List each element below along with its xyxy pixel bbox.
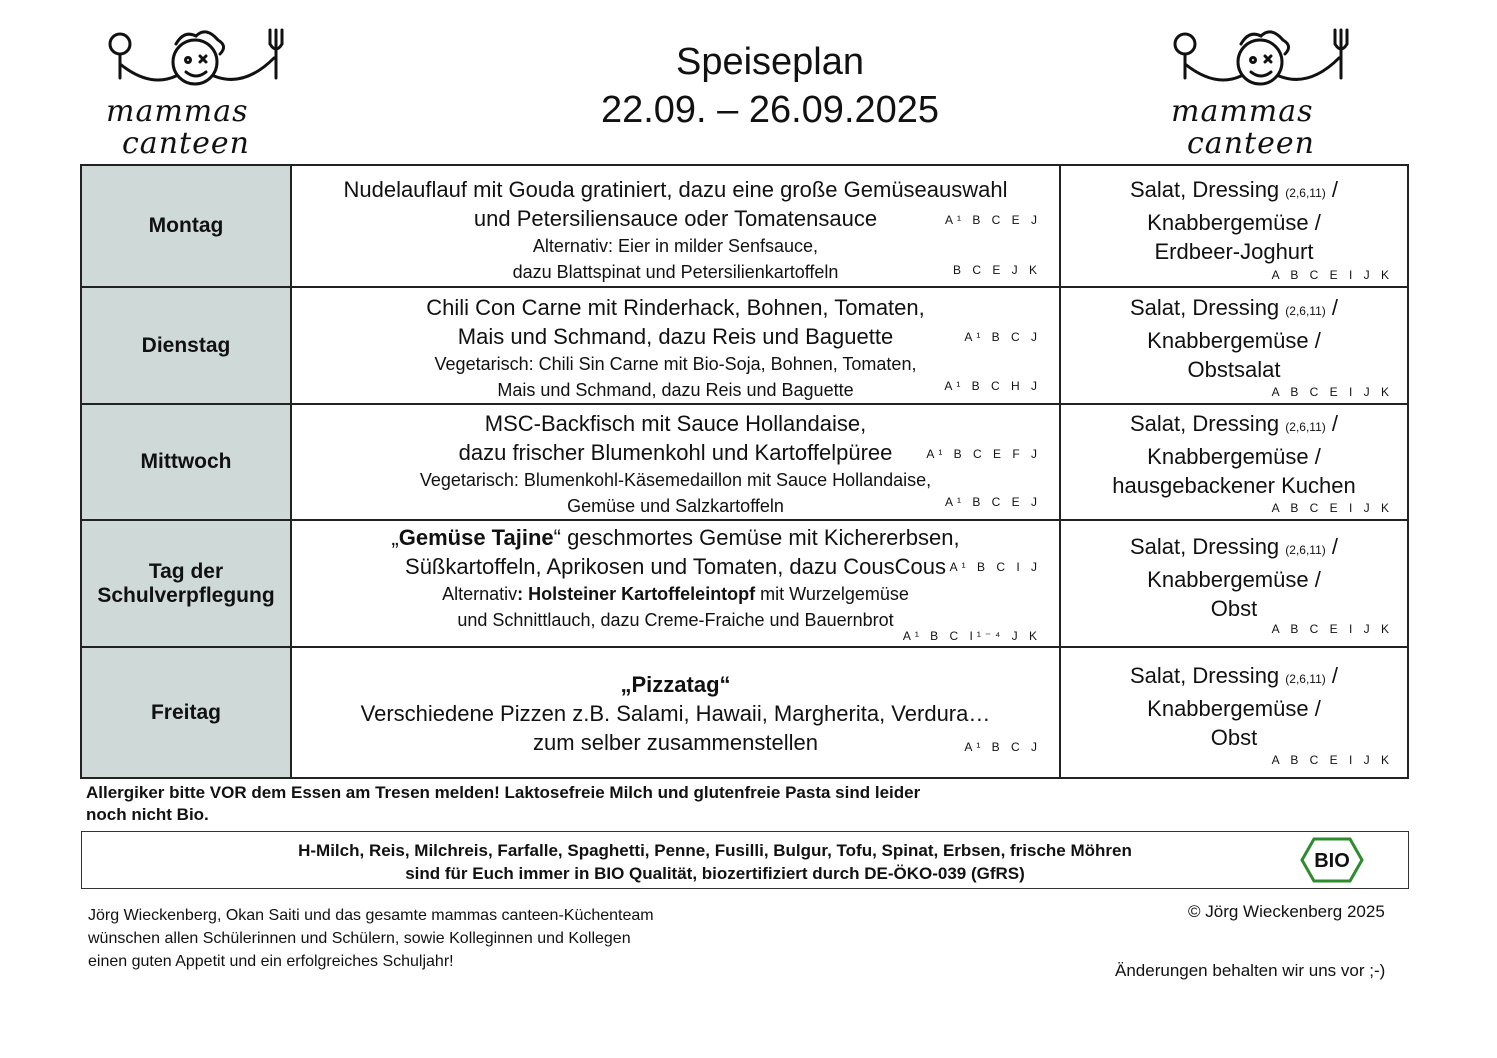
allergy-note-line: Allergiker bitte VOR dem Essen am Tresen melden! Laktosefreie Milch und glutenfreie Pasta sind leider	[86, 783, 921, 802]
bio-seal-text: BIO	[1314, 850, 1350, 872]
alternative-dish-line: dazu Blattspinat und Petersilienkartoffeln	[512, 262, 839, 282]
alternative-dish-bold: : Holsteiner Kartoffeleintopf	[517, 584, 756, 604]
side-slash: /	[1331, 411, 1339, 436]
main-dish-line: Mais und Schmand, dazu Reis und Baguette	[457, 324, 894, 349]
main-dish-headline: „Pizzatag“	[620, 672, 731, 697]
main-dish-line: und Petersiliensauce oder Tomatensauce	[473, 206, 878, 231]
logo-word-mammas: mammas	[106, 94, 249, 129]
allergen-codes: A¹ B C E J	[944, 495, 1041, 509]
allergen-codes: A B C E I J K	[1271, 622, 1393, 636]
dressing-codes: (2,6,11)	[1285, 186, 1326, 200]
main-dish-line: zum selber zusammenstellen	[533, 730, 818, 755]
side-dish-cell	[1060, 647, 1408, 778]
side-dish-cell	[1060, 404, 1408, 520]
main-dish-line: dazu frischer Blumenkohl und Kartoffelpüree	[458, 440, 893, 465]
day-label: Freitag	[81, 647, 291, 778]
day-label: Montag	[81, 165, 291, 287]
side-slash: /	[1331, 663, 1339, 688]
allergen-codes: A¹ B C E F J	[926, 447, 1041, 461]
side-line: Erdbeer-Joghurt	[1154, 239, 1314, 264]
menu-row-friday	[81, 647, 1408, 778]
mammas-canteen-logo-right	[1165, 22, 1365, 162]
bio-line: H-Milch, Reis, Milchreis, Farfalle, Spaghetti, Penne, Fusilli, Bulgur, Tofu, Spinat, Erbsen, frische Möhren	[298, 841, 1132, 860]
main-dish-cell	[291, 647, 1060, 778]
side-dish-cell	[1060, 520, 1408, 647]
main-dish-cell	[291, 520, 1060, 647]
alternative-dish-line: und Schnittlauch, dazu Creme-Fraiche und Bauernbrot	[457, 610, 894, 630]
main-dish-line: Chili Con Carne mit Rinderhack, Bohnen, Tomaten,	[426, 295, 925, 320]
bio-seal-icon	[1300, 835, 1364, 890]
dressing-codes: (2,6,11)	[1285, 672, 1326, 686]
menu-row-monday	[81, 165, 1408, 287]
side-line: Obstsalat	[1187, 357, 1281, 382]
allergy-note	[86, 782, 1066, 826]
main-dish-line: Süßkartoffeln, Aprikosen und Tomaten, dazu CousCous	[405, 554, 946, 579]
changes-note: Änderungen behalten wir uns vor ;-)	[1115, 961, 1386, 980]
side-dish-cell	[1060, 165, 1408, 287]
side-slash: /	[1331, 534, 1339, 559]
side-line: Obst	[1210, 596, 1258, 621]
side-line: Obst	[1210, 725, 1258, 750]
allergy-note-line: noch nicht Bio.	[86, 805, 209, 824]
footer-line: Jörg Wieckenberg, Okan Saiti und das gesamte mammas canteen-Küchenteam	[88, 907, 654, 924]
side-line: Knabbergemüse /	[1147, 328, 1321, 353]
side-slash: /	[1331, 295, 1339, 320]
allergen-codes: A B C E I J K	[1271, 501, 1393, 515]
side-line: Knabbergemüse /	[1147, 567, 1321, 592]
menu-row-thursday	[81, 520, 1408, 647]
menu-table	[80, 164, 1409, 779]
alternative-dish-line: Alternativ: Eier in milder Senfsauce,	[532, 236, 819, 256]
alternative-dish-line: Gemüse und Salzkartoffeln	[567, 496, 784, 516]
alternative-prefix: Alternativ	[442, 584, 518, 604]
page-title: Speiseplan	[675, 41, 865, 83]
alternative-dish-line: Vegetarisch: Chili Sin Carne mit Bio-Soja, Bohnen, Tomaten,	[434, 354, 917, 374]
menu-row-wednesday	[81, 404, 1408, 520]
main-dish-cell	[291, 287, 1060, 404]
side-line: Salat, Dressing	[1129, 177, 1280, 202]
side-line: Salat, Dressing	[1129, 411, 1280, 436]
allergen-codes: A B C E I J K	[1271, 385, 1393, 399]
side-dish-cell	[1060, 287, 1408, 404]
main-dish-line: Verschiedene Pizzen z.B. Salami, Hawaii, Margherita, Verdura…	[360, 701, 991, 726]
allergen-codes: A¹ B C H J	[944, 379, 1041, 393]
date-range: 22.09. – 26.09.2025	[600, 89, 940, 131]
day-label: Dienstag	[81, 287, 291, 404]
dressing-codes: (2,6,11)	[1285, 304, 1326, 318]
footer-greeting	[88, 904, 654, 973]
footer-line: wünschen allen Schülerinnen und Schülern, sowie Kolleginnen und Kollegen	[88, 930, 631, 947]
side-line: Salat, Dressing	[1129, 534, 1280, 559]
side-line: Knabbergemüse /	[1147, 210, 1321, 235]
dressing-codes: (2,6,11)	[1285, 543, 1326, 557]
mammas-canteen-logo-left	[100, 22, 300, 162]
day-label	[81, 520, 291, 647]
day-label: Mittwoch	[81, 404, 291, 520]
logo-word-canteen: canteen	[122, 126, 250, 161]
open-quote: „	[391, 525, 399, 550]
side-slash: /	[1331, 177, 1339, 202]
allergen-codes: B C E J K	[952, 263, 1041, 277]
main-dish-line: Nudelauflauf mit Gouda gratiniert, dazu eine große Gemüseauswahl	[343, 177, 1008, 202]
bio-line: sind für Euch immer in BIO Qualität, biozertifiziert durch DE-ÖKO-039 (GfRS)	[405, 864, 1025, 883]
bio-info-box	[81, 831, 1409, 889]
allergen-codes: A¹ B C I J	[949, 560, 1041, 574]
allergen-codes: A¹ B C J	[964, 740, 1041, 754]
day-label-line: Schulverpflegung	[97, 583, 275, 607]
main-dish-cell	[291, 404, 1060, 520]
dressing-codes: (2,6,11)	[1285, 420, 1326, 434]
allergen-codes: A¹ B C E J	[944, 213, 1041, 227]
side-line: hausgebackener Kuchen	[1112, 473, 1356, 498]
side-line: Knabbergemüse /	[1147, 696, 1321, 721]
side-line: Salat, Dressing	[1129, 295, 1280, 320]
allergen-codes: A B C E I J K	[1271, 268, 1393, 282]
copyright: © Jörg Wieckenberg 2025	[1188, 902, 1385, 921]
allergen-codes: A¹ B C I¹⁻⁴ J K	[902, 629, 1041, 643]
side-line: Knabbergemüse /	[1147, 444, 1321, 469]
logo-word-mammas: mammas	[1171, 94, 1314, 129]
logo-word-canteen: canteen	[1187, 126, 1315, 161]
main-dish-line: MSC-Backfisch mit Sauce Hollandaise,	[484, 411, 867, 436]
main-dish-line: “ geschmortes Gemüse mit Kichererbsen,	[553, 525, 960, 550]
day-label-line: Tag der	[148, 559, 224, 583]
alternative-dish-line: mit Wurzelgemüse	[755, 584, 909, 604]
allergen-codes: A B C E I J K	[1271, 753, 1393, 767]
menu-row-tuesday	[81, 287, 1408, 404]
footer-line: einen guten Appetit und ein erfolgreiches Schuljahr!	[88, 953, 454, 970]
dish-name-bold: Gemüse Tajine	[398, 525, 554, 550]
allergen-codes: A¹ B C J	[964, 330, 1041, 344]
alternative-dish-line: Vegetarisch: Blumenkohl-Käsemedaillon mit Sauce Hollandaise,	[419, 470, 932, 490]
main-dish-cell	[291, 165, 1060, 287]
side-line: Salat, Dressing	[1129, 663, 1280, 688]
alternative-dish-line: Mais und Schmand, dazu Reis und Baguette	[497, 380, 854, 400]
